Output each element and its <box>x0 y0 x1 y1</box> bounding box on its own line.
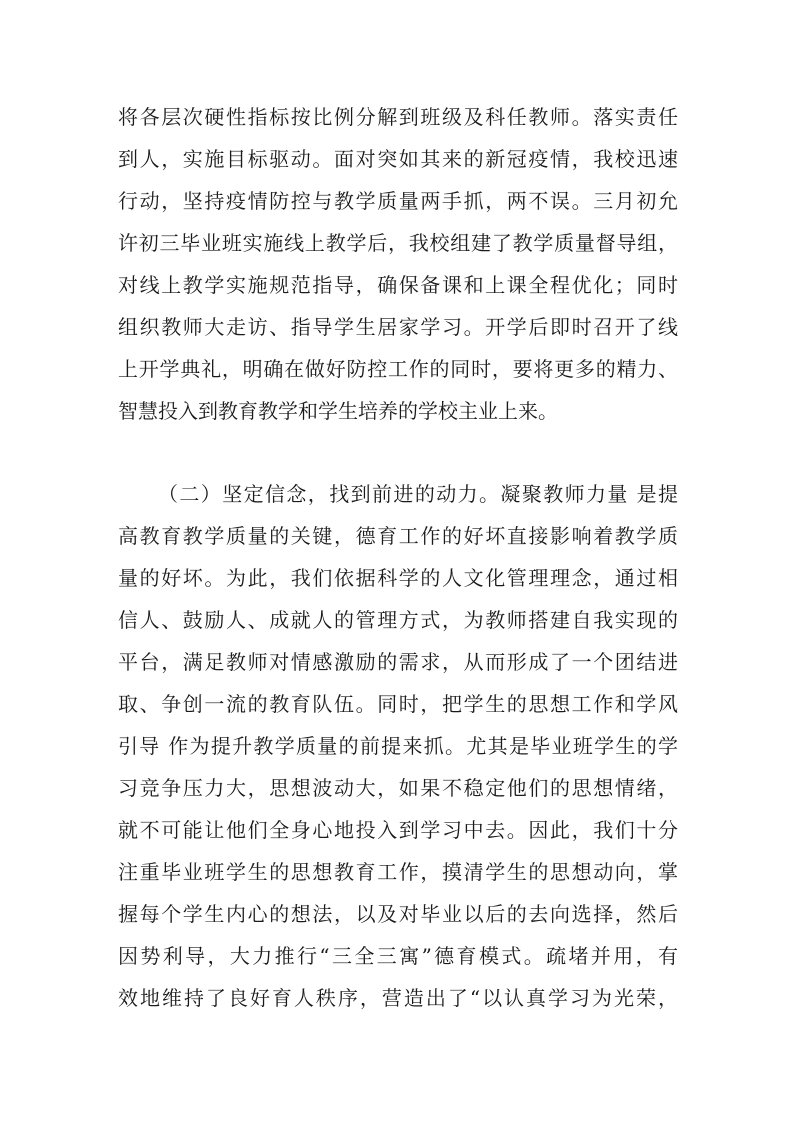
paragraph-2-line-4: 信人、鼓励人、成就人的管理方式，为教师搭建自我实现的 <box>118 608 678 632</box>
paragraph-1-line-1: 将各层次硬性指标按比例分解到班级及科任教师。落实责任 <box>118 105 678 129</box>
paragraph-1-line-6: 组织教师大走访、指导学生居家学习。开学后即时召开了线 <box>118 315 678 339</box>
paragraph-2-line-2: 高教育教学质量的关键，德育工作的好坏直接影响着教学质 <box>118 524 678 548</box>
paragraph-2-line-9: 就不可能让他们全身心地投入到学习中去。因此，我们十分 <box>118 818 678 842</box>
paragraph-2-line-11: 握每个学生内心的想法，以及对毕业以后的去向选择，然后 <box>118 902 678 926</box>
paragraph-1-line-5: 对线上教学实施规范指导，确保备课和上课全程优化；同时 <box>118 273 678 297</box>
paragraph-2-line-7: 引导 作为提升教学质量的前提来抓。尤其是毕业班学生的学 <box>118 734 678 758</box>
paragraph-1-line-2: 到人，实施目标驱动。面对突如其来的新冠疫情，我校迅速 <box>118 147 678 171</box>
paragraph-2-line-8: 习竞争压力大，思想波动大，如果不稳定他们的思想情绪， <box>118 776 678 800</box>
paragraph-1-line-8: 智慧投入到教育教学和学生培养的学校主业上来。 <box>118 399 558 423</box>
paragraph-2-line-13: 效地维持了良好育人秩序，营造出了“以认真学习为光荣， <box>118 986 678 1010</box>
paragraph-1-line-7: 上开学典礼，明确在做好防控工作的同时，要将更多的精力、 <box>118 357 678 381</box>
paragraph-2-line-5: 平台，满足教师对情感激励的需求，从而形成了一个团结进 <box>118 650 678 674</box>
paragraph-1-line-4: 许初三毕业班实施线上教学后，我校组建了教学质量督导组， <box>118 231 678 255</box>
paragraph-2-line-1: （二）坚定信念，找到前进的动力。凝聚教师力量 是提 <box>158 482 678 506</box>
paragraph-2-line-6: 取、争创一流的教育队伍。同时，把学生的思想工作和学风 <box>118 692 678 716</box>
paragraph-1-line-3: 行动，坚持疫情防控与教学质量两手抓，两不误。三月初允 <box>118 189 678 213</box>
paragraph-2-line-3: 量的好坏。为此，我们依据科学的人文化管理理念，通过相 <box>118 566 678 590</box>
paragraph-2-line-12: 因势利导，大力推行“三全三寓”德育模式。疏堵并用，有 <box>118 944 678 968</box>
paragraph-2-line-10: 注重毕业班学生的思想教育工作，摸清学生的思想动向，掌 <box>118 860 678 884</box>
